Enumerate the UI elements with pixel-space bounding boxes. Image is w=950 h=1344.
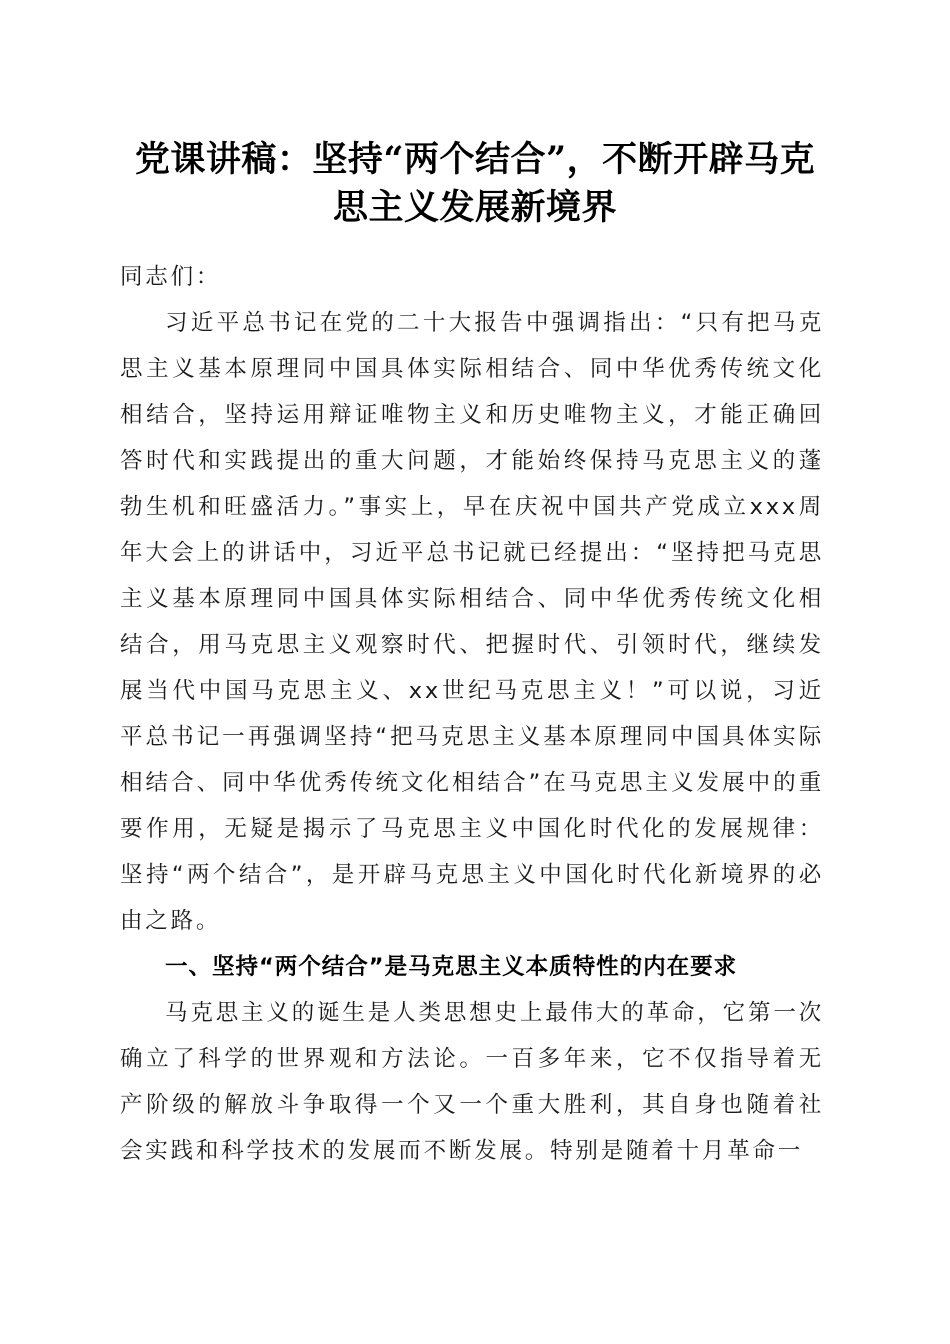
- paragraph-2: 马克思主义的诞生是人类思想史上最伟大的革命，它第一次确立了科学的世界观和方法论。一百多年来，它不仅指导着无产阶级的解放斗争取得一个又一个重大胜利，其自身也随着社会实践和科学技术的发展而不断发展。特别是随着十月革命一: [120, 1000, 824, 1164]
- document-body: [120, 254, 824, 1174]
- paragraph-1: 习近平总书记在党的二十大报告中强调指出：“只有把马克思主义基本原理同中国具体实际相结合、同中华优秀传统文化相结合，坚持运用辩证唯物主义和历史唯物主义，才能正确回答时代和实践提出的重大问题，才能始终保持马克思主义的蓬勃生机和旺盛活力。”事实上，早在庆祝中国共产党成立xxx周年大会上的讲话中，习近平总书记就已经提出：“坚持把马克思主义基本原理同中国具体实际相结合、同中华优秀传统文化相结合，用马克思主义观察时代、把握时代、引领时代，继续发展当代中国马克思主义、xx世纪马克思主义！”可以说，习近平总书记一再强调坚持“把马克思主义基本原理同中国具体实际相结合、同中华优秀传统文化相结合”在马克思主义发展中的重要作用，无疑是揭示了马克思主义中国化时代化的发展规律：坚持“两个结合”，是开辟马克思主义中国化时代化新境界的必由之路。: [120, 310, 824, 934]
- document-title: [100, 136, 850, 232]
- salutation: 同志们：: [120, 264, 222, 290]
- title-line-2: 思主义发展新境界: [332, 187, 617, 228]
- title-line-1: 党课讲稿：坚持“两个结合”，不断开辟马克: [134, 139, 816, 180]
- section-heading-1: 一、坚持“两个结合”是马克思主义本质特性的内在要求: [165, 954, 738, 980]
